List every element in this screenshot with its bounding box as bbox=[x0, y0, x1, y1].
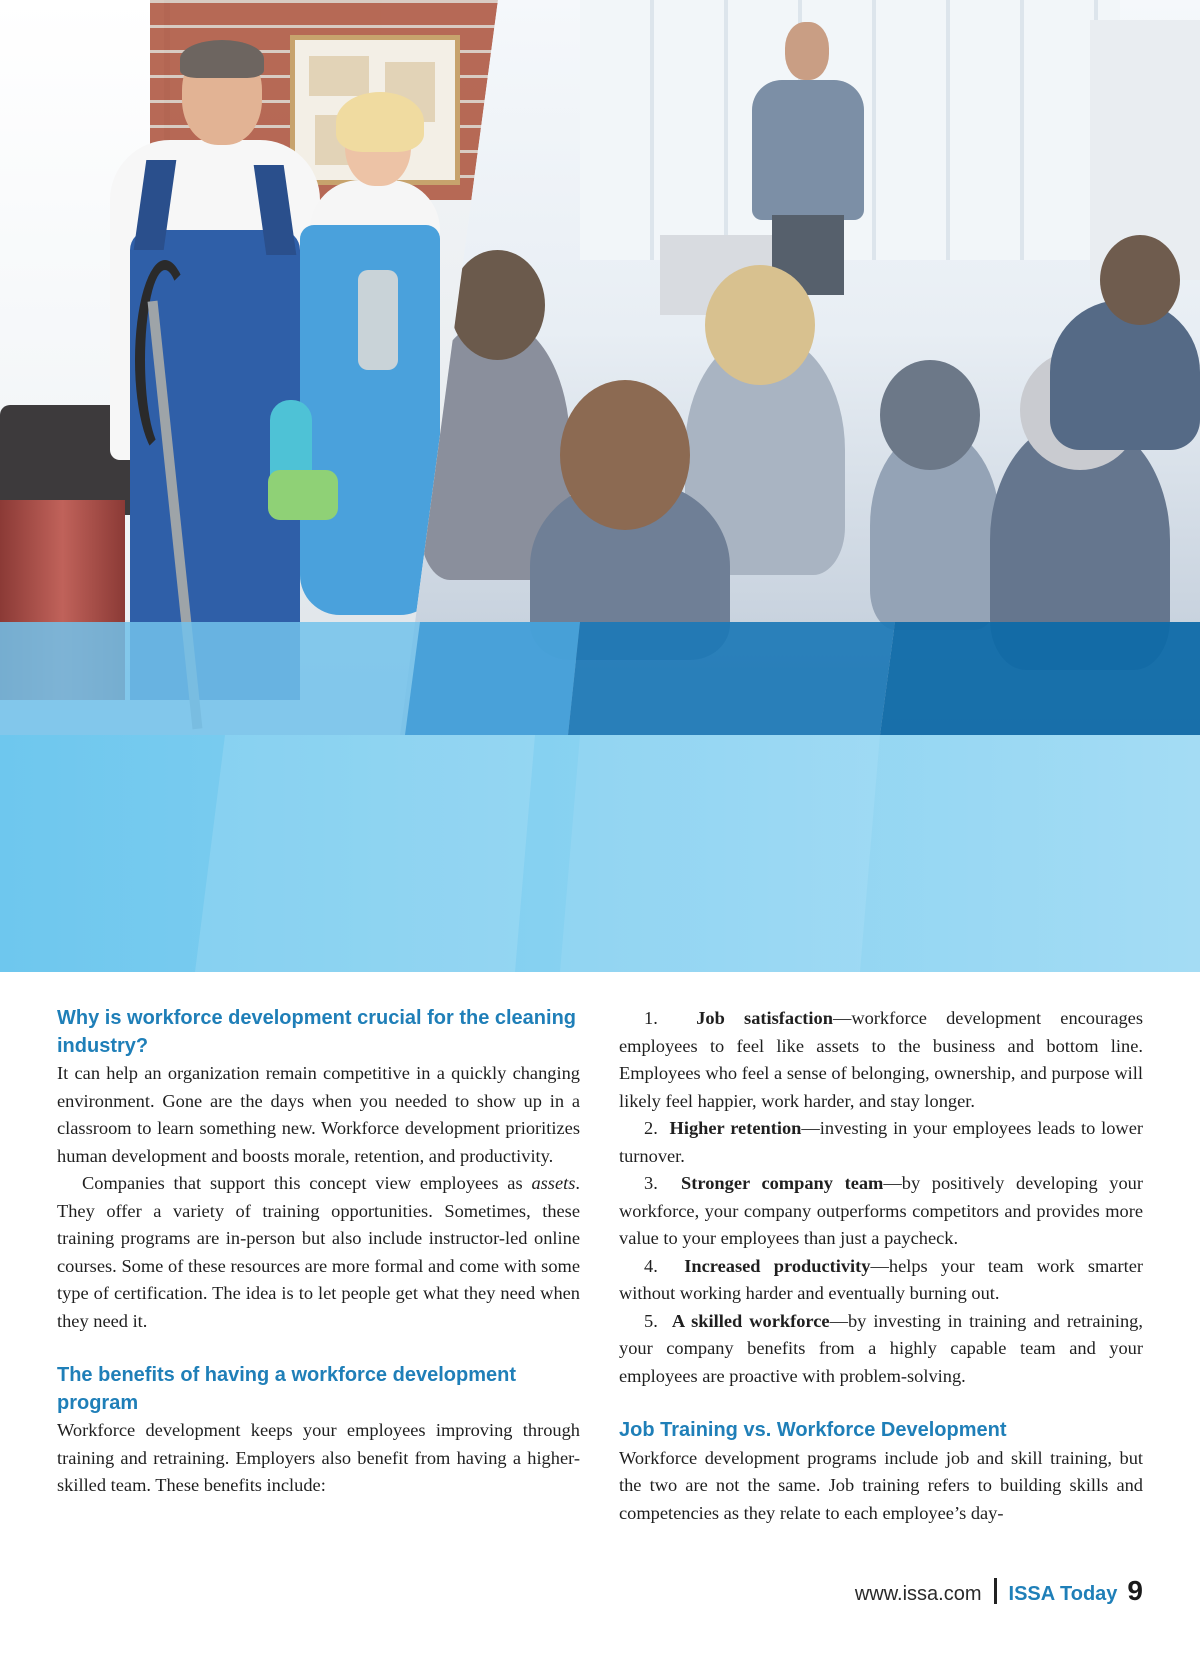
photo-spray-bottle bbox=[358, 270, 398, 370]
section-heading: The benefits of having a workforce development program bbox=[57, 1364, 516, 1414]
photo-cleaning-cloth bbox=[268, 470, 338, 520]
photo-presenter-head bbox=[785, 22, 829, 80]
emphasis-text: assets bbox=[531, 1173, 576, 1193]
list-item-title: Stronger company team bbox=[681, 1173, 884, 1193]
text-run: . They offer a variety of training opportunities. Sometimes, these training programs are in-person but also include instructor-led online courses. Some of these resources are more formal and come with some type of certification. The idea is to let people get what they need when they need it. bbox=[57, 1173, 580, 1331]
footer-divider bbox=[994, 1578, 997, 1604]
list-item: 3. Stronger company team—by positively developing your workforce, your company outperforms competitors and provides more value to your employees than just a paycheck. bbox=[619, 1173, 1143, 1248]
photo-man-hair bbox=[180, 40, 264, 78]
photo-woman-hair bbox=[336, 92, 424, 152]
page-number: 9 bbox=[1127, 1575, 1143, 1606]
list-item: 4. Increased productivity—helps your team work smarter without working harder and eventually burning out. bbox=[619, 1255, 1143, 1303]
body-paragraph: It can help an organization remain competitive in a quickly changing environment. Gone are the days when you needed to show up in a classroom to learn something new. Workforce development prioritizes human development and boosts morale, retention, and productivity. bbox=[57, 1063, 580, 1166]
article-column-left bbox=[57, 1005, 580, 1500]
page-footer bbox=[855, 1575, 1143, 1607]
list-item-title: Job satisfaction bbox=[696, 1008, 833, 1028]
body-paragraph: Workforce development programs include job and skill training, but the two are not the same. Job training refers to building skills and competencies as they relate to each employee’s day- bbox=[619, 1447, 1143, 1523]
photo-audience-member bbox=[1050, 300, 1200, 450]
photo-audience-head bbox=[705, 265, 815, 385]
decorative-blue-panels-top bbox=[0, 622, 1200, 735]
body-paragraph: Workforce development keeps your employees improving through training and retraining. Employers also benefit from having a higher-skilled team. These benefits include: bbox=[57, 1420, 580, 1495]
photo-audience-head bbox=[1100, 235, 1180, 325]
photo-presenter-body bbox=[752, 80, 864, 220]
footer-magazine-name: ISSA Today bbox=[1008, 1583, 1118, 1605]
list-item-title: Higher retention bbox=[669, 1118, 802, 1138]
list-item-title: Increased productivity bbox=[684, 1255, 871, 1276]
section-heading: Why is workforce development crucial for the cleaning industry? bbox=[57, 1007, 577, 1057]
list-item: 1. Job satisfaction—workforce development encourages employees to feel like assets to the business and bottom line. Employees who feel a sense of belonging, ownership, and purpose will likely feel happier, work harder, and stay longer. bbox=[619, 1008, 1144, 1111]
decorative-stripe bbox=[560, 735, 880, 972]
list-item: 2. Higher retention—investing in your employees leads to lower turnover. bbox=[619, 1118, 1144, 1166]
list-item: 5. A skilled workforce—by investing in training and retraining, your company benefits from a highly capable team and your employees are proactive with problem-solving. bbox=[619, 1310, 1143, 1386]
text-run: Companies that support this concept view employees as bbox=[82, 1173, 532, 1193]
body-paragraph bbox=[57, 1170, 580, 1335]
benefits-list bbox=[619, 1005, 1143, 1390]
photo-audience-head bbox=[450, 250, 545, 360]
photo-audience-head bbox=[880, 360, 980, 470]
decorative-stripe bbox=[195, 735, 535, 972]
footer-url: www.issa.com bbox=[854, 1583, 982, 1605]
article-column-right bbox=[619, 1005, 1143, 1527]
list-item-title: A skilled workforce bbox=[671, 1310, 830, 1331]
photo-audience-head bbox=[560, 380, 690, 530]
section-heading: Job Training vs. Workforce Development bbox=[619, 1419, 1007, 1441]
